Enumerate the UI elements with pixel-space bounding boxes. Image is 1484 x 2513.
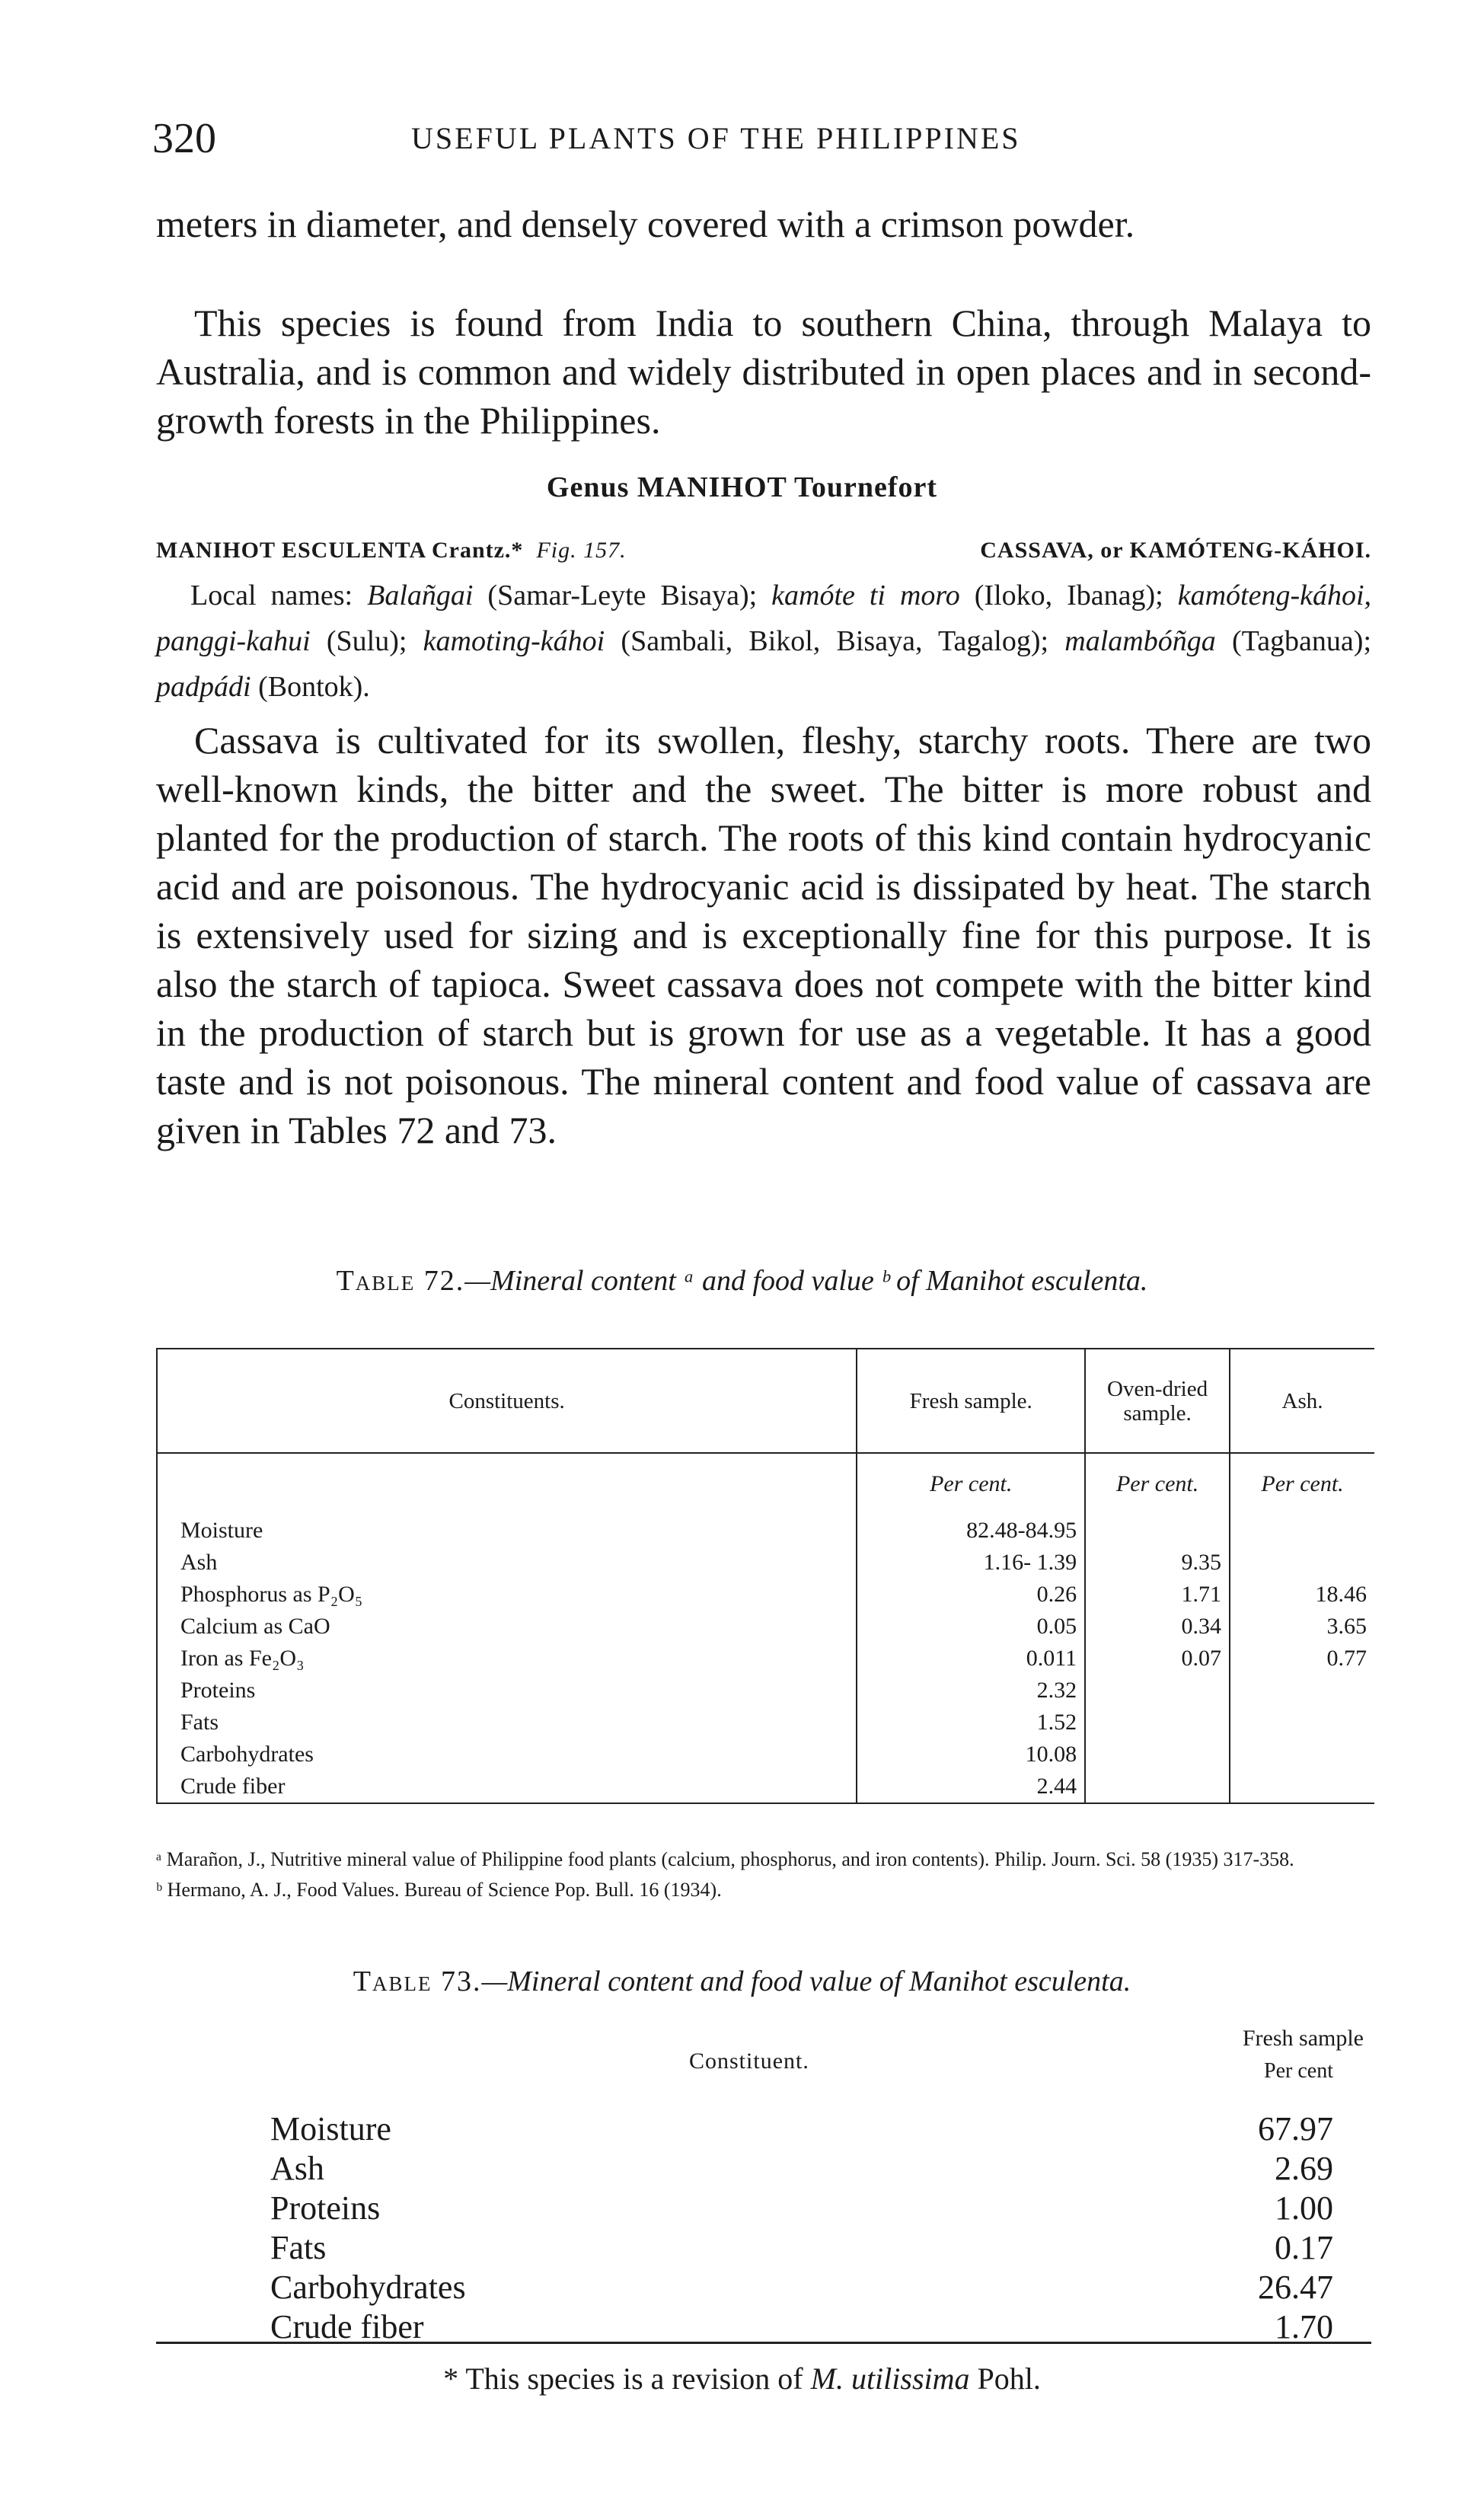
constituent-value: 26.47 — [1258, 2269, 1333, 2306]
local-names — [156, 573, 1371, 710]
row-constituent: Iron as Fe₂O₃ — [157, 1643, 857, 1675]
row-ash-value — [1230, 1675, 1374, 1707]
row-ash-value: 3.65 — [1230, 1611, 1374, 1643]
list-item — [270, 2109, 1333, 2149]
row-fresh-value: 10.08 — [857, 1739, 1085, 1771]
constituent-name: Proteins — [270, 2189, 381, 2227]
local-name-term: Balañgai — [367, 580, 474, 611]
local-name-term: kamóte ti moro — [771, 580, 960, 611]
footnote-tail: Pohl. — [969, 2361, 1041, 2396]
local-name-region: (Iloko, Ibanag); — [959, 580, 1178, 611]
local-name-region: (Samar-Leyte Bisaya); — [473, 580, 772, 611]
constituent-value: 0.17 — [1275, 2229, 1333, 2266]
list-item — [270, 2268, 1333, 2307]
page-header — [152, 114, 1371, 175]
units-fresh: Per cent. — [857, 1453, 1085, 1515]
row-ash-value — [1230, 1547, 1374, 1579]
row-oven-value: 1.71 — [1085, 1579, 1230, 1611]
table-row — [157, 1739, 1374, 1771]
header-fresh: Fresh sample. — [857, 1349, 1085, 1453]
footnote-a: ᵃ Marañon, J., Nutritive mineral value of Philippine food plants (calcium, phosphorus, and iron contents). Philip. Journ. Sci. 58 (1935) 317-358. — [156, 1848, 1294, 1870]
row-fresh-value: 0.011 — [857, 1643, 1085, 1675]
constituent-name: Carbohydrates — [270, 2269, 466, 2306]
row-oven-value — [1085, 1515, 1230, 1547]
footnote-italic: M. utilissima — [810, 2361, 970, 2396]
species-footnote — [0, 2361, 1484, 2396]
footnote-mark: * — [443, 2361, 466, 2396]
footnote-b: ᵇ Hermano, A. J., Food Values. Bureau of Science Pop. Bull. 16 (1934). — [156, 1879, 722, 1901]
row-fresh-value: 0.05 — [857, 1611, 1085, 1643]
table-row — [157, 1771, 1374, 1803]
units-ash: Per cent. — [1230, 1453, 1374, 1515]
row-fresh-value: 2.32 — [857, 1675, 1085, 1707]
row-constituent: Moisture — [157, 1515, 857, 1547]
row-constituent: Calcium as CaO — [157, 1611, 857, 1643]
header-oven-dried: Oven-dried sample. — [1085, 1349, 1230, 1453]
table72-caption — [0, 1264, 1484, 1298]
row-ash-value: 0.77 — [1230, 1643, 1374, 1675]
table72-label: Table 72. — [336, 1265, 465, 1297]
table-row — [157, 1547, 1374, 1579]
local-name-region: Local names: — [190, 580, 368, 611]
constituent-value: 67.97 — [1258, 2110, 1333, 2147]
table-72 — [156, 1348, 1374, 1804]
common-name: CASSAVA, or KAMÓTENG-KÁHOI. — [980, 538, 1371, 563]
local-name-term: malambóñga — [1064, 625, 1216, 657]
constituent-value: 1.00 — [1275, 2189, 1333, 2227]
row-fresh-value: 1.16- 1.39 — [857, 1547, 1085, 1579]
genus-heading: Genus MANIHOT Tournefort — [546, 471, 938, 503]
units-blank — [157, 1453, 857, 1515]
table-row — [157, 1611, 1374, 1643]
row-ash-value — [1230, 1707, 1374, 1739]
row-oven-value: 9.35 — [1085, 1547, 1230, 1579]
row-constituent: Crude fiber — [157, 1771, 857, 1803]
row-constituent: Proteins — [157, 1675, 857, 1707]
page-number: 320 — [152, 115, 216, 162]
running-title: USEFUL PLANTS OF THE PHILIPPINES — [411, 121, 1021, 155]
row-fresh-value: 1.52 — [857, 1707, 1085, 1739]
row-ash-value — [1230, 1739, 1374, 1771]
table-row — [157, 1579, 1374, 1611]
row-ash-value: 18.46 — [1230, 1579, 1374, 1611]
constituent-name: Ash — [270, 2150, 324, 2187]
table-row — [157, 1675, 1374, 1707]
paragraph-continued: meters in diameter, and densely covered with a crimson powder. — [156, 203, 1135, 245]
local-name-region: (Tagbanua); — [1215, 625, 1372, 657]
local-name-region: (Sambali, Bikol, Bisaya, Tagalog); — [605, 625, 1065, 657]
row-oven-value — [1085, 1707, 1230, 1739]
local-name-term: kamoting-káhoi — [423, 625, 605, 657]
table-row — [157, 1707, 1374, 1739]
row-constituent: Phosphorus as P₂O₅ — [157, 1579, 857, 1611]
local-name-region: (Sulu); — [310, 625, 423, 657]
table-row — [157, 1643, 1374, 1675]
row-ash-value — [1230, 1515, 1374, 1547]
list-item — [270, 2228, 1333, 2268]
row-oven-value: 0.34 — [1085, 1611, 1230, 1643]
species-heading — [156, 538, 1371, 576]
table-73 — [156, 2026, 1371, 2345]
figure-reference: Fig. 157. — [536, 538, 627, 563]
row-constituent: Ash — [157, 1547, 857, 1579]
row-fresh-value: 0.26 — [857, 1579, 1085, 1611]
table73-value-unit: Per cent — [1264, 2059, 1333, 2083]
local-name-term: kamóteng-káhoi, panggi-kahui — [156, 580, 1372, 657]
table72-title: —Mineral content ᵃ and food value ᵇ of Manihot esculenta. — [464, 1265, 1148, 1297]
row-oven-value — [1085, 1739, 1230, 1771]
row-oven-value — [1085, 1675, 1230, 1707]
table73-caption — [0, 1965, 1484, 1998]
footnote-rule — [156, 2342, 1371, 2344]
row-fresh-value: 82.48-84.95 — [857, 1515, 1085, 1547]
constituent-value: 2.69 — [1275, 2150, 1333, 2187]
constituent-value: 1.70 — [1275, 2308, 1333, 2345]
local-name-region: (Bontok). — [251, 671, 370, 703]
species-name: MANIHOT ESCULENTA Crantz.* — [156, 538, 524, 563]
constituent-name: Crude fiber — [270, 2308, 424, 2345]
paragraph-cassava: Cassava is cultivated for its swollen, fleshy, starchy roots. There are two well-known kinds, the bitter and the sweet. The bitter is more robust and planted for the production of starch. The roots of this kind contain hydrocyanic acid and are poisonous. The hydrocyanic acid is dissipated by heat. The starch is extensively used for sizing and is exceptionally fine for this purpose. It is also the starch of tapioca. Sweet cassava does not compete with the bitter kind in the production of starch but is grown for use as a vegetable. It has a good taste and is not poisonous. The mineral content and food value of cassava are given in Tables 72 and 73. — [156, 719, 1371, 1151]
row-fresh-value: 2.44 — [857, 1771, 1085, 1803]
row-constituent: Fats — [157, 1707, 857, 1739]
constituent-name: Fats — [270, 2229, 327, 2266]
list-item — [270, 2189, 1333, 2228]
units-oven: Per cent. — [1085, 1453, 1230, 1515]
row-oven-value: 0.07 — [1085, 1643, 1230, 1675]
table73-title: —Mineral content and food value of Manihot esculenta. — [481, 1965, 1131, 1997]
header-constituents: Constituents. — [157, 1349, 857, 1453]
table73-value-header: Fresh sample — [1242, 2026, 1364, 2051]
constituent-name: Moisture — [270, 2110, 391, 2147]
table-row — [157, 1515, 1374, 1547]
local-name-term: padpádi — [156, 671, 251, 703]
list-item — [270, 2149, 1333, 2189]
row-oven-value — [1085, 1771, 1230, 1803]
row-constituent: Carbohydrates — [157, 1739, 857, 1771]
paragraph-distribution: This species is found from India to southern China, through Malaya to Australia, and is common and widely distributed in open places and in second-growth forests in the Philippines. — [156, 302, 1371, 442]
footnote-text: This species is a revision of — [465, 2361, 811, 2396]
row-ash-value — [1230, 1771, 1374, 1803]
table73-column-header: Constituent. — [689, 2048, 809, 2074]
table72-footnotes — [156, 1844, 1371, 1905]
header-ash: Ash. — [1230, 1349, 1374, 1453]
table73-label: Table 73. — [353, 1965, 482, 1997]
